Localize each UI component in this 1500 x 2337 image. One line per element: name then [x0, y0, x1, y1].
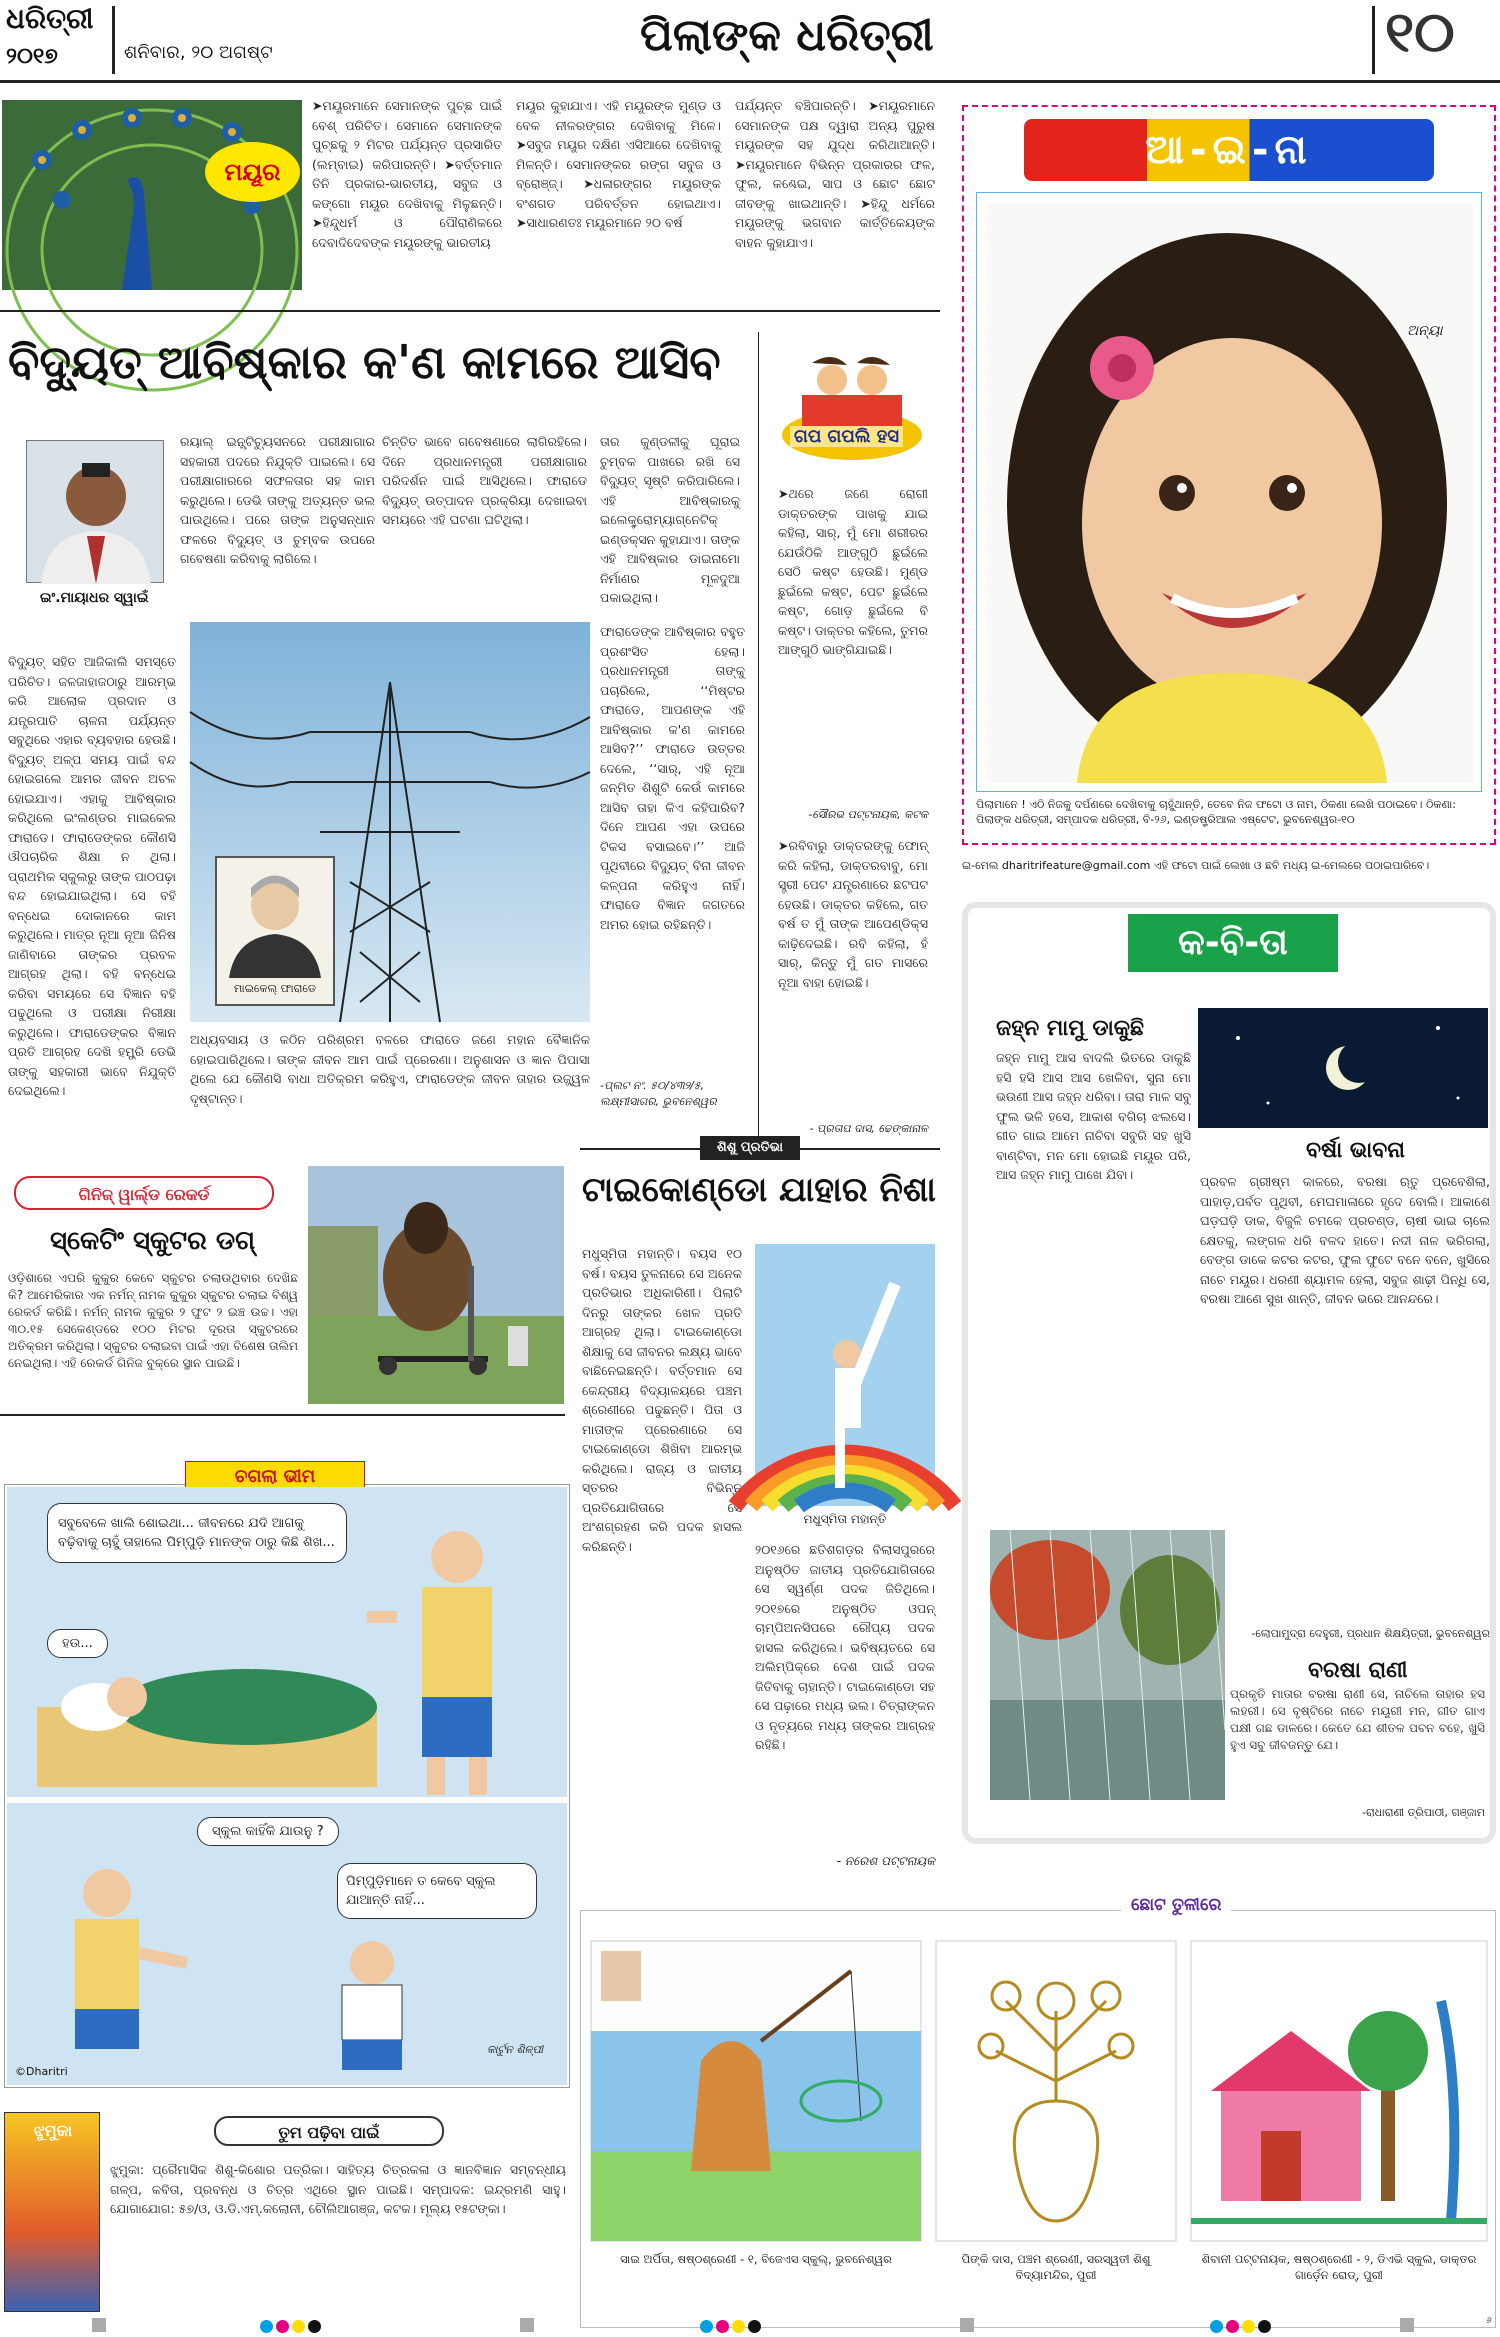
- footer-color-dots-2: [700, 2318, 764, 2337]
- drawing-1-caption: ସାଇ ଅର୍ପିତା, ଷଷ୍ଠଶ୍ରେଣୀ - ୧, ବିଜେଏସ ସ୍କୁଲ୍, ଭୁବନେଶ୍ୱର: [620, 2252, 892, 2266]
- masthead-date: ଶନିବାର, ୨୦ ଅଗଷ୍ଟ: [124, 42, 273, 63]
- jokes-label: ଗପ ଗପଲି ହସ: [790, 426, 903, 447]
- taekwondo-body-2: ୨୦୧୬ରେ ଛତିଶଗଡ଼ର ବିଲାସପୁରରେ ଅନୁଷ୍ଠିତ ଜାତୀୟ ପ୍ରତିଯୋଗିତାରେ ସେ ସ୍ୱର୍ଣ୍ଣ ପଦକ ଜିତିଥିଲେ। ୨୦୧୭ରେ ଅନୁଷ୍ଠିତ ଓପନ୍ ଚାମ୍ପିଅନସିପରେ ରୌପ୍ୟ ପଦକ ହାସଲ କରିଥିଲେ। ଭବିଷ୍ୟତରେ ସେ ଅଲିମ୍ପିକ୍‌ରେ ଦେଶ ପାଇଁ ପଦକ ଜିତିବାକୁ ଚାହାନ୍ତି। ଟାଇକୋଣ୍ଡୋ ସହ ସେ ପଢ଼ାରେ ମଧ୍ୟ ଭଲ। ଚିତ୍ରାଙ୍କନ ଓ ନୃତ୍ୟରେ ମଧ୍ୟ ତାଙ୍କର ଆଗ୍ରହ ରହିଛି।: [755, 1542, 935, 1752]
- page-number: ୧୦: [1385, 0, 1455, 65]
- masthead-underline: [0, 80, 1500, 83]
- black-dot: [308, 2320, 321, 2333]
- author-portrait: [27, 441, 165, 584]
- poem-2-title: ବର୍ଷା ଭାବନା: [1306, 1138, 1405, 1163]
- drawings-section: [580, 1895, 1496, 2328]
- author-name: ଇଂ.ମାୟାଧର ସ୍ୱାଇଁ: [40, 590, 149, 606]
- taekwondo-label: ଶିଶୁ ପ୍ରତିଭା: [700, 1136, 800, 1160]
- magenta-dot: [1226, 2320, 1239, 2333]
- masthead: [0, 0, 1500, 82]
- dog-scooter-image: [308, 1166, 564, 1404]
- section-title: ପିଲାଙ୍କ ଧରିତ୍ରୀ: [640, 10, 934, 61]
- drawing-2: [936, 1941, 1176, 2241]
- joke-2-byline: - ପ୍ରତାପ ଦାସ, ଢେଙ୍କାନାଳ: [809, 1122, 928, 1135]
- kabita-label: କ-ବି-ତା: [1128, 914, 1338, 972]
- taekwondo-title: ଟାଇକୋଣ୍ଡୋ ଯାହାର ନିଶା: [582, 1170, 936, 1210]
- reading-label: ତୁମ ପଢ଼ିବା ପାଇଁ: [214, 2116, 444, 2146]
- speech-bubble-1: ସବୁବେଳେ ଖାଲି ଶୋଇଥା... ଜୀବନରେ ଯଦି ଆଗକୁ ବଢ଼ିବାକୁ ଚାହୁଁ ତାହାଲେ ପିମ୍ପୁଡ଼ି ମାନଙ୍କ ଠାରୁ କିଛି ଶିଖ...: [47, 1503, 347, 1563]
- bed-scene: [17, 1667, 397, 1797]
- aina-photo: [987, 203, 1473, 783]
- drawing-1: [591, 1941, 921, 2241]
- standing-man-1: [367, 1517, 547, 1797]
- poem-3-title: ବରଷା ରାଣୀ: [1308, 1658, 1408, 1683]
- electricity-body-left: ବିଦ୍ୟୁତ୍ ସହିତ ଆଜିକାଲି ସମସ୍ତେ ପରିଚିତ। ଜଳଜାହାଜଠାରୁ ଆରମ୍ଭ କରି ଆଲୋକ ପ୍ରଦାନ ଓ ଯନ୍ତ୍ରପାତି ଚାଳନା ପର୍ଯ୍ୟନ୍ତ ସବୁଥିରେ ଏହାର ବ୍ୟବହାର ହେଉଛି। ବିଦ୍ୟୁତ୍ ଅଳ୍ପ ସମୟ ପାଇଁ ବନ୍ଦ ହୋଇଗଲେ ଆମର ଜୀବନ ଅଚଳ ହୋଇଯାଏ। ଏହାକୁ ଆବିଷ୍କାର କରିଥିଲେ ଇଂଲଣ୍ଡର ମାଇକେଲ ଫାରାଡେ। ଫାରାଡେଙ୍କର କୌଣସି ଔପଚାରିକ ଶିକ୍ଷା ନ ଥିଲା। ପ୍ରାଥମିକ ସ୍କୁଲରୁ ତାଙ୍କ ପାଠପଢ଼ା ବନ୍ଦ ହୋଇଯାଇଥିଲା। ସେ ବହି ବନ୍ଧେଇ ଦୋକାନରେ କାମ କରୁଥିଲେ। ମାତ୍ର ନୂଆ ନୂଆ ଜିନିଷ ଜାଣିବାରେ ତାଙ୍କର ପ୍ରବଳ ଆଗ୍ରହ ଥିଲା। ବହି ବନ୍ଧେଇ କରିବା ସମୟରେ ସେ ବିଜ୍ଞାନ ବହି ପଢୁଥିଲେ ଓ ପରୀକ୍ଷା ନିରୀକ୍ଷା କରୁଥିଲେ। ଫାରାଡେଙ୍କର ବିଜ୍ଞାନ ପ୍ରତି ଆଗ୍ରହ ଦେଖି ହମ୍ଫ୍ରି ଡେଭି ତାଙ୍କୁ ସହକାରୀ ଭାବେ ନିଯୁକ୍ତି ଦେଇଥିଲେ।: [8, 654, 176, 1098]
- electricity-intro-col-4: ତାର କୁଣ୍ଡଳୀକୁ ଘୂରାଇ ଚୁମ୍ବକ ପାଖରେ ରଖି ସେ ବିଦ୍ୟୁତ୍ ସୃଷ୍ଟି କରିପାରିଲେ। ଏହି ଆବିଷ୍କାରକୁ ଇଲେକ୍ଟ୍ରୋମ୍ୟାଗ୍ନେଟିକ୍ ଇଣ୍ଡକ୍ସନ କୁହାଯାଏ। ତାଙ୍କ ଏହି ଆବିଷ୍କାର ଡାଇନାମୋ ନିର୍ମାଣର ମୂଳଦୁଆ ପକାଇଥିଲା।: [600, 434, 740, 605]
- footer-page-marker: ୬: [1486, 2316, 1492, 2326]
- yellow-dot: [732, 2320, 745, 2333]
- moon-night-image: [1198, 1008, 1488, 1128]
- poem-3-byline: -ରାଧାରାଣୀ ତ୍ରିପାଠୀ, ଗଞ୍ଜାମ: [1362, 1806, 1485, 1819]
- footer-marks: [0, 2316, 1500, 2335]
- aina-section: [962, 105, 1496, 845]
- magenta-dot: [716, 2320, 729, 2333]
- peacock-col-3: ପର୍ଯ୍ୟନ୍ତ ବଞ୍ଚିପାରନ୍ତି। ➤ମୟୂରମାନେ ସେମାନଙ୍କ ପକ୍ଷ ଦ୍ୱାରା ଅନ୍ୟ ପୁରୁଷ ମୟୂରଙ୍କ ସହ ଯୁଦ୍ଧ କରିଥାଆନ୍ତି। ➤ମୟୂରମାନେ ବିଭିନ୍ନ ପ୍ରକାରର ଫଳ, ଫୁଲ, କଣ୍ଢେଇ, ସାପ ଓ ଛୋଟ ଛୋଟ ଜୀବଙ୍କୁ ଖାଇଥାନ୍ତି। ➤ହିନ୍ଦୁ ଧର୍ମରେ ମୟୂରଙ୍କୁ ଭଗବାନ କାର୍ତ୍ତିକେୟଙ୍କ ବାହନ କୁହାଯାଏ।: [735, 98, 935, 250]
- drawings-label: ଛୋଟ ତୁଳୀରେ: [1121, 1895, 1231, 1915]
- aina-title-banner: [1024, 119, 1434, 181]
- comic-copyright: ©Dharitri: [15, 2065, 68, 2078]
- aina-email-note: ଇ-ମେଲ dharitrifeature@gmail.com ଏହି ଫଟୋ ପାଇଁ ଲେଖା ଓ ଛବି ମଧ୍ୟ ଇ-ମେଲରେ ପଠାଇପାରିବେ।: [962, 859, 1430, 872]
- footer-color-dots-3: [1210, 2318, 1274, 2337]
- electricity-intro-col-3: ଚିନ୍ତିତ ଭାବେ ଗବେଷଣାରେ ଲାଗିରହିଲେ। ଦିନେ ପ୍ରଧାନମନ୍ତ୍ରୀ ପରୀକ୍ଷାଗାର ପରିଦର୍ଶନ ପାଇଁ ଆସିଥିଲେ। ଫାରାଡେ ବିଦ୍ୟୁତ୍ ଉତ୍ପାଦନ ପ୍ରକ୍ରିୟା ଦେଖାଇବା ସମୟରେ ଏହି ଘଟଣା ଘଟିଥିଲା।: [382, 434, 587, 527]
- reading-body: ଝୁମୁକା: ପ୍ରୈମାସିକ ଶିଶୁ-କିଶୋର ପତ୍ରିକା। ସାହିତ୍ୟ ଚିତ୍ରକଳା ଓ ଜ୍ଞାନବିଜ୍ଞାନ ସମ୍ବନ୍ଧୀୟ ଗଳ୍ପ, କବିତା, ପ୍ରବନ୍ଧ ଓ ଚିତ୍ର ଏଥିରେ ସ୍ଥାନ ପାଇଛି। ସମ୍ପାଦକ: ଇନ୍ଦ୍ରମଣି ସାହୁ। ଯୋଗାଯୋଗ: ୫୭/ଓ, ଓ.ଡି.ଏମ୍.କଲୋନୀ, ଚୌଲିଆଗଞ୍ଜ, କଟକ। ମୂଲ୍ୟ ୧୫ଟଙ୍କା।: [110, 2162, 566, 2216]
- yellow-dot: [1242, 2320, 1255, 2333]
- guinness-body: ଓଡ଼ିଶାରେ ଏପରି କୁକୁର କେବେ ସ୍କୁଟର ଚଲାଉଥିବାର ଦେଖିଛ କି? ଆମେରିକାର ଏକ ନର୍ମନ୍ ନାମକ କୁକୁର ସ୍କୁଟର ଚଲାଇ ବିଶ୍ୱ ରେକର୍ଡ କରିଛି। ନର୍ମନ୍ ନାମକ କୁକୁର ୨ ଫୁଟ ୨ ଇଞ୍ଚ ଉଚ୍ଚ। ଏହା ୩୦.୧୫ ସେକେଣ୍ଡରେ ୧୦୦ ମିଟର ଦୂରତା ସ୍କୁଟରରେ ଅତିକ୍ରମ କରିଥିଲା। ସ୍କୁଟର ଚଲାଇବା ପାଇଁ ଏହା ବିଶେଷ ତାଲିମ ନେଇଥିଲା। ଏହି ରେକର୍ଡ ଗିନିଜ ବୁକ୍‌ରେ ସ୍ଥାନ ପାଇଛି।: [8, 1271, 298, 1370]
- peacock-col-2: ମୟୂର କୁହାଯାଏ। ଏହି ମୟୂରଙ୍କ ମୁଣ୍ଡ ଓ ବେକ ନୀଳରଙ୍ଗର ଦେଖିବାକୁ ମିଳେ। ➤ସବୁଜ ମୟୂର ଦକ୍ଷିଣ ଏସିଆରେ ଦେଖିବାକୁ ମିଳନ୍ତି। ସେମାନଙ୍କର ରଙ୍ଗ ସବୁଜ ଓ ବ୍ରୋଞ୍ଜ୍। ➤ଧଳାରଙ୍ଗର ମୟୂରଙ୍କ ବଂଶଗତ ପରିବର୍ତ୍ତନ ହୋଇଥାଏ। ➤ସାଧାରଣତଃ ମୟୂରମାନେ ୨୦ ବର୍ଷ: [516, 98, 721, 230]
- poem-1: ଜହ୍ନ ମାମୁ ଆସ ବାଦଲି ଭିତରେ ଡାକୁଛି ହସି ହସି ଆସ ଆସ ଖେଳିବା, ସୁନା ମୋ ଭଉଣୀ ଆସ ଜହ୍ନ ଧରିବା। ତାରା ମାଳ ସବୁ ଫୁଲ ଭଳି ହସେ, ଆକାଶ ବଗିଚା ଝଲସେ। ଗୀତ ଗାଇ ଆମେ ନାଚିବା ସବୁରି ସହ ଖୁସି ବାଣ୍ଟିବା, ମନ ମୋ ହୋଇଛି ମୟୂର ପରି, ଆସ ଜହ୍ନ ମାମୁ ପାଖେ ଯିବା।: [996, 1050, 1191, 1182]
- footer-gray-mark-2: [520, 2318, 534, 2332]
- guinness-label: ଗିନିଜ୍ ୱାର୍ଲ୍ଡ ରେକର୍ଡ: [14, 1176, 274, 1210]
- jokes-illustration: [772, 335, 932, 470]
- peacock-section: [0, 92, 940, 304]
- electricity-body-bottom: ଅଧ୍ୟବସାୟ ଓ କଠିନ ପରିଶ୍ରମ ବଳରେ ଫାରାଡେ ଜଣେ ମହାନ ବୈଜ୍ଞାନିକ ହୋଇପାରିଥିଲେ। ତାଙ୍କ ଜୀବନ ଆମ ପାଇଁ ପ୍ରେରଣା। ଅନୁଶାସନ ଓ ଜ୍ଞାନ ପିପାସା ଥିଲେ ଯେ କୌଣସି ବାଧା ଅତିକ୍ରମ କରିହୁଏ, ଫାରାଡେଙ୍କ ଜୀବନ ତାହାର ଉଜ୍ଜ୍ୱଳ ଦୃଷ୍ଟାନ୍ତ।: [190, 1032, 590, 1106]
- faraday-portrait: [215, 856, 335, 1006]
- masthead-year: ୨୦୧୭: [6, 44, 58, 69]
- aina-photo-frame: [976, 192, 1482, 792]
- aina-caption: ପିଲାମାନେ ! ଏଠି ନିଜକୁ ଦର୍ପଣରେ ଦେଖିବାକୁ ଚାହୁଁଥାନ୍ତି, ତେବେ ନିଜ ଫଟୋ ଓ ନାମ, ଠିକଣା ଲେଖି ପଠାଇବେ। ଠିକଣା: ପିଲାଙ୍କ ଧରିତ୍ରୀ, ସମ୍ପାଦକ ଧରିତ୍ରୀ, ବି-୨୬, ଇଣ୍ଡଷ୍ଟ୍ରିଆଲ ଏଷ୍ଟେଟ, ଭୁବନେଶ୍ୱର-୧୦: [976, 798, 1456, 826]
- aina-title: ଆ-ଇ-ନା: [1024, 119, 1434, 181]
- drawing-2-caption: ପିଙ୍କି ଦାସ, ପଞ୍ଚମ ଶ୍ରେଣୀ, ସରସ୍ୱତୀ ଶିଶୁ ବିଦ୍ୟାମନ୍ଦିର, ପୁରୀ: [961, 2252, 1151, 2282]
- joke-1-byline: -ସୌରଭ ପଟ୍ଟନାୟକ, କଟକ: [808, 808, 928, 821]
- aina-photo-name: ଅନ୍ୟା: [1407, 323, 1443, 339]
- peacock-bottom-rule: [0, 310, 940, 312]
- joke-2: ➤ରବିବାରୁ ଡାକ୍ତରଙ୍କୁ ଫୋନ୍ କରି କହିଲା, ଡାକ୍ତରବାବୁ, ମୋ ସ୍ତ୍ରୀ ପେଟ ଯନ୍ତ୍ରଣାରେ ଛଟପଟ ହେଉଛି। ଡାକ୍ତର କହିଲେ, ଗତ ବର୍ଷ ତ ମୁଁ ତାଙ୍କ ଆପେଣ୍ଡିକ୍ସ କାଢ଼ିଦେଇଛି। ରବି କହିଲା, ହଁ ସାର୍, କିନ୍ତୁ ମୁଁ ଗତ ମାସରେ ନୂଆ ବାହା ହୋଇଛି।: [778, 838, 928, 990]
- book-cover: [4, 2112, 100, 2312]
- faraday-caption: ମାଇକେଲ୍ ଫାରାଡେ: [233, 982, 317, 995]
- drawing-3: [1191, 1941, 1487, 2241]
- speech-bubble-2: ହଉ...: [47, 1629, 108, 1658]
- masthead-divider: [112, 6, 115, 74]
- poem-2-byline: -ଲୋପାମୁଦ୍ରା ଦେହୁରୀ, ପ୍ରଧାନ ଶିକ୍ଷୟିତ୍ରୀ, ଭୁବନେଶ୍ୱର: [1251, 1627, 1490, 1640]
- poem-1-title: ଜହ୍ନ ମାମୁ ଡାକୁଛି: [996, 1016, 1144, 1041]
- electricity-body-right: ଫାରାଡେଙ୍କ ଆବିଷ୍କାର ବହୁତ ପ୍ରଶଂସିତ ହେଲା। ପ୍ରଧାନମନ୍ତ୍ରୀ ତାଙ୍କୁ ପଚାରିଲେ, ‘‘ମିଷ୍ଟର ଫାରାଡେ, ଆପଣଙ୍କ ଏହି ଆବିଷ୍କାର କ'ଣ କାମରେ ଆସିବ?’’ ଫାରାଡେ ଉତ୍ତର ଦେଲେ, ‘‘ସାର୍, ଏହି ନୂଆ ଜନ୍ମିତ ଶିଶୁଟି କେଉଁ କାମରେ ଆସିବ ତାହା କିଏ କହିପାରିବ? ଦିନେ ଆପଣ ଏହା ଉପରେ ଟିକସ ବସାଇବେ।’’ ଆଜି ପୃଥିବୀରେ ବିଦ୍ୟୁତ୍ ବିନା ଜୀବନ କଳ୍ପନା କରିହୁଏ ନାହିଁ। ଫାରାଡେ ବିଜ୍ଞାନ ଜଗତରେ ଅମର ହୋଇ ରହିଛନ୍ତି।: [600, 624, 745, 932]
- faraday-figure: [217, 858, 333, 978]
- black-dot: [748, 2320, 761, 2333]
- speech-bubble-3: ସ୍କୁଲ କାହିଁକି ଯାଉନୁ ?: [197, 1817, 339, 1846]
- standing-man-2: [37, 1863, 197, 2083]
- speech-bubble-4: ପିମ୍ପୁଡ଼ିମାନେ ତ କେବେ ସ୍କୁଲ ଯାଆନ୍ତି ନାହିଁ...: [337, 1863, 537, 1919]
- electricity-headline: ବିଦ୍ୟୁତ୍ ଆବିଷ୍କାର କ'ଣ କାମରେ ଆସିବ: [8, 335, 721, 389]
- school-boy: [307, 1933, 437, 2083]
- footer-gray-mark-3: [960, 2318, 974, 2332]
- cyan-dot: [1210, 2320, 1223, 2333]
- cyan-dot: [260, 2320, 273, 2333]
- author-photo: [26, 440, 164, 583]
- footer-gray-mark-4: [1400, 2318, 1414, 2332]
- peacock-label: ମୟୂର: [205, 142, 300, 202]
- comic-panel-2: [7, 1803, 567, 2085]
- magenta-dot: [276, 2320, 289, 2333]
- reading-section: [4, 2112, 574, 2317]
- electricity-column-rule: [758, 332, 759, 1152]
- poem-3: ପ୍ରକୃତି ମାତାର ବରଷା ରାଣୀ ସେ, ନାଚିଲେ ତାହାର ହସ ଲହରୀ। ସେ ବୃଷ୍ଟିରେ ନାଚେ ମୟୂରୀ ମନ, ଗୀତ ଗାଏ ପକ୍ଷୀ ଗଛ ଡାଳରେ। କେତେ ଯେ ଶୀତଳ ପବନ ବହେ, ଖୁସି ହୁଏ ସବୁ ଜୀବଜନ୍ତୁ ଯେ।: [1230, 1687, 1485, 1752]
- guinness-bottom-rule: [0, 1414, 565, 1416]
- drawing-3-caption: ଶିବାନୀ ପଟ୍ଟନାୟକ, ଷଷ୍ଠଶ୍ରେଣୀ - ୨, ଡିଏଭି ସ୍କୁଲ, ଡାକ୍ତର ଗାର୍ଡ଼େନ ରୋଡ୍, ପୁରୀ: [1201, 2252, 1477, 2282]
- comic-panel-1: [7, 1487, 567, 1797]
- bheema-label: ଚଗଲା ଭୀମ: [185, 1461, 365, 1491]
- comic-signature: କାର୍ଟୁନ ଶିଳ୍ପୀ: [487, 2043, 544, 2056]
- masthead-page-divider: [1372, 6, 1375, 74]
- taekwondo-byline: - ନରେଶ ପଟ୍ଟନାୟକ: [836, 1854, 935, 1868]
- footer-color-dots-1: [260, 2318, 324, 2337]
- electricity-intro-col-2: ରୟାଲ୍ ଇନ୍ସ୍ଟିଚ୍ୟୁସନରେ ପରୀକ୍ଷାଗାର ସହକାରୀ ପଦରେ ନିଯୁକ୍ତି ପାଇଲେ। ସେ ପରୀକ୍ଷାଗାରରେ ସଫଳତାର ସହ କାମ କରୁଥିଲେ। ଡେଭି ତାଙ୍କୁ ଅତ୍ୟନ୍ତ ଭଲ ପାଉଥିଲେ। ପରେ ତାଙ୍କ ଅନୁସନ୍ଧାନ ଫଳରେ ବିଦ୍ୟୁତ୍ ଓ ଚୁମ୍ବକ ଉପରେ ଗବେଷଣା କରିବାକୁ ଲାଗିଲେ।: [180, 434, 375, 566]
- taekwondo-body-1: ମଧୁସ୍ମିତା ମହାନ୍ତି। ବୟସ ୧୦ ବର୍ଷ। ବୟସ ତୁଳନାରେ ସେ ଅନେକ ପ୍ରତିଭାର ଅଧିକାରିଣୀ। ପିଲାଟି ଦିନରୁ ତାଙ୍କର ଖେଳ ପ୍ରତି ଆଗ୍ରହ ଥିଲା। ଟାଇକୋଣ୍ଡୋ ଶିକ୍ଷାକୁ ସେ ଜୀବନର ଲକ୍ଷ୍ୟ ଭାବେ ବାଛିନେଇଛନ୍ତି। ବର୍ତ୍ତମାନ ସେ କେନ୍ଦ୍ରୀୟ ବିଦ୍ୟାଳୟରେ ପଞ୍ଚମ ଶ୍ରେଣୀରେ ପଢୁଛନ୍ତି। ପିତା ଓ ମାତାଙ୍କ ପ୍ରେରଣାରେ ସେ ଟାଇକୋଣ୍ଡୋ ଶିଖିବା ଆରମ୍ଭ କରିଥିଲେ। ରାଜ୍ୟ ଓ ଜାତୀୟ ସ୍ତରର ବିଭିନ୍ନ ପ୍ରତିଯୋଗିତାରେ ସେ ଅଂଶଗ୍ରହଣ କରି ପଦକ ହାସଲ କରିଛନ୍ତି।: [582, 1246, 742, 1554]
- peacock-col-1: ➤ମୟୂରମାନେ ସେମାନଙ୍କ ପୁଚ୍ଛ ପାଇଁ ବେଶ୍ ପରିଚିତ। ସେମାନେ ସେମାନଙ୍କ ପୁଚ୍ଛକୁ ୨ ମିଟର ପର୍ଯ୍ୟନ୍ତ ପ୍ରସାରିତ (ଲମ୍ବାଇ) କରିପାରନ୍ତି। ➤ବର୍ତ୍ତମାନ ତିନି ପ୍ରକାର-ଭାରତୀୟ, ସବୁଜ ଓ କଙ୍ଗୋ ମୟୂର ଦେଖିବାକୁ ମିଳୁଛନ୍ତି। ➤ହିନ୍ଦୁଧର୍ମ ଓ ପୌରାଣିକରେ ଦେବାଦିଦେବଙ୍କ ମୟୂରଙ୍କୁ ଭାରତୀୟ: [312, 98, 502, 250]
- bheema-comic: [4, 1466, 570, 2088]
- cyan-dot: [700, 2320, 713, 2333]
- footer-gray-mark-1: [92, 2318, 106, 2332]
- masthead-logo: ଧରିତ୍ରୀ: [6, 2, 94, 35]
- taekwondo-caption: ମଧୁସ୍ମିତା ମହାନ୍ତି: [803, 1512, 887, 1526]
- black-dot: [1258, 2320, 1271, 2333]
- book-cover-title: ଝୁମୁକା: [33, 2121, 73, 2140]
- joke-1: ➤ଥରେ ଜଣେ ରୋଗୀ ଡାକ୍ତରଙ୍କ ପାଖକୁ ଯାଇ କହିଲା, ସାର୍, ମୁଁ ମୋ ଶରୀରର ଯେଉଁଠିକି ଆଙ୍ଗୁଠି ଛୁଇଁଲେ ସେଠି କଷ୍ଟ ହେଉଛି। ମୁଣ୍ଡ ଛୁଇଁଲେ କଷ୍ଟ, ପେଟ ଛୁଇଁଲେ କଷ୍ଟ, ଗୋଡ଼ ଛୁଇଁଲେ ବି କଷ୍ଟ। ଡାକ୍ତର କହିଲେ, ତୁମର ଆଙ୍ଗୁଠି ଭାଙ୍ଗିଯାଇଛି।: [778, 486, 928, 657]
- taekwondo-photo: [755, 1244, 935, 1506]
- poem-2: ପ୍ରବଳ ଗ୍ରୀଷ୍ମ କାଳରେ, ବରଷା ଋତୁ ପ୍ରବେଶିଲା, ପାହାଡ଼,ପର୍ବତ ପୃଥିବୀ, ମେଘମାଳାରେ ହୃଦେ ବୋଲି। ଆକାଶେ ଘଡ଼ଘଡ଼ି ଡାକ, ବିଜୁଳି ଚମକେ ପ୍ରଚଣ୍ଡ, ଚାଷୀ ଭାଇ ଚାଲେ କ୍ଷେତକୁ, ଲଙ୍ଗଳ ଧରି ବଳଦ ହାତେ। ନଦୀ ନାଳ ଭରିଗଲା, ବେଙ୍ଗ ଡାକେ କଟର କଟର, ଫୁଲ ଫୁଟେ ବନେ ବନେ, ଖୁସିରେ ନାଚେ ମୟୂର। ଧରଣୀ ଶ୍ୟାମଳ ହେଲା, ସବୁଜ ଶାଢ଼ୀ ପିନ୍ଧି ସେ, ବରଷା ଆଣେ ସୁଖ ଶାନ୍ତି, ଜୀବନ ଭରେ ଆନନ୍ଦରେ।: [1200, 1174, 1490, 1306]
- yellow-dot: [292, 2320, 305, 2333]
- guinness-title: ସ୍କେଟିଂ ସ୍କୁଟର ଡଗ୍: [50, 1226, 256, 1256]
- rain-scene-image: [990, 1530, 1225, 1800]
- electricity-byline: -ପ୍ଲଟ ନଂ. ୫୦/୪୩୨/୫, ଲକ୍ଷ୍ମୀସାଗର, ଭୁବନେଶ୍ୱର: [600, 1079, 717, 1108]
